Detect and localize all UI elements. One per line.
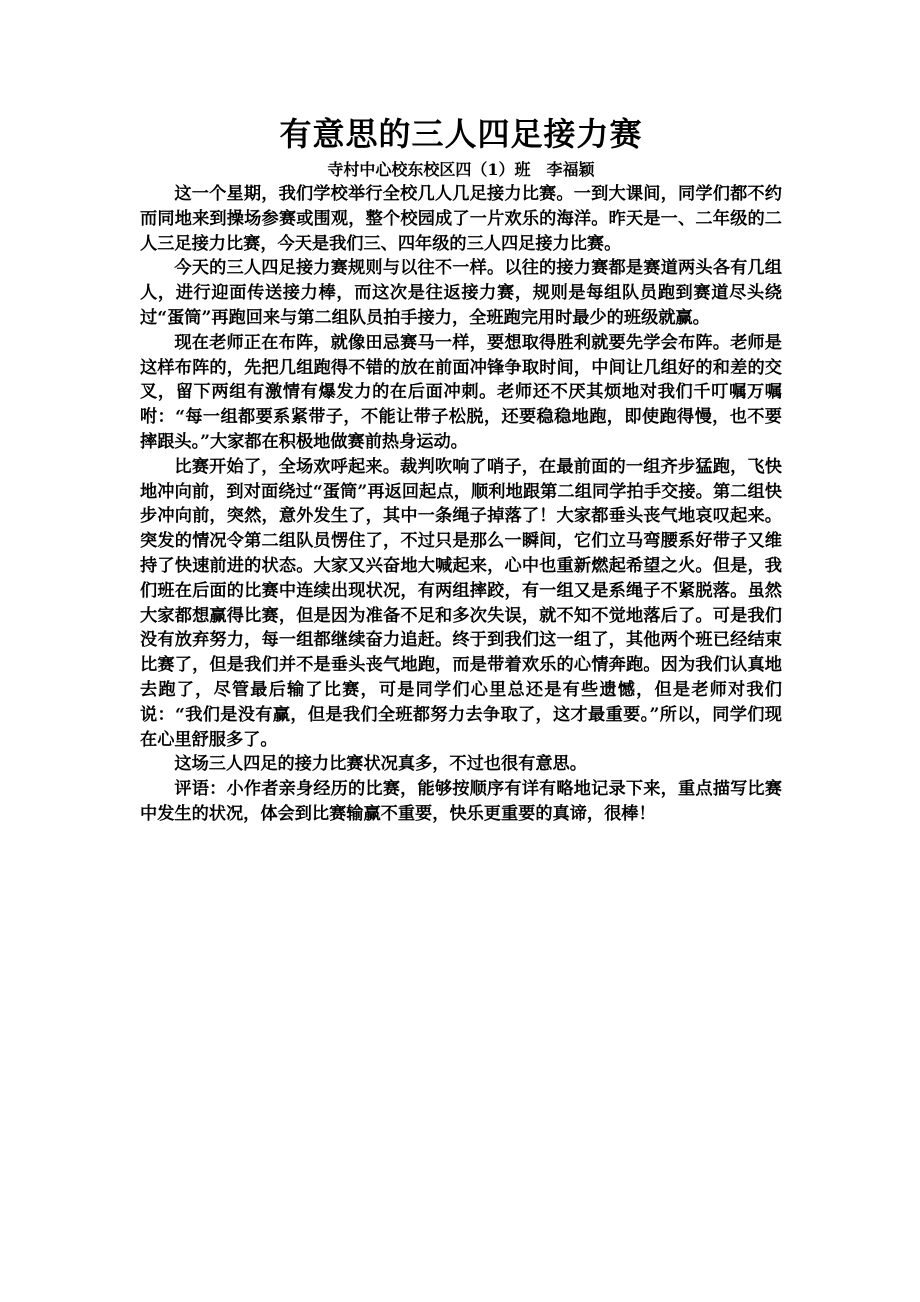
paragraph-3: 现在老师正在布阵，就像田忌赛马一样，要想取得胜利就要先学会布阵。老师是这样布阵的，先把几组跑得不错的放在前面冲锋争取时间，中间让几组好的和差的交叉，留下两组有激情有爆发力的在后面冲刺。老师还不厌其烦地对我们千叮嘱万嘱咐：“每一组都要系紧带子，不能让带子松脱，还要稳稳地跑，即使跑得慢，也不要摔跟头。”大家都在积极地做赛前热身运动。 xyxy=(140,332,782,452)
paragraph-1: 这一个星期，我们学校举行全校几人几足接力比赛。一到大课间，同学们都不约而同地来到操场参赛或围观，整个校园成了一片欢乐的海洋。昨天是一、二年级的二人三足接力比赛，今天是我们三、四年级的三人四足接力比赛。 xyxy=(140,184,782,254)
teacher-comment: 评语：小作者亲身经历的比赛，能够按顺序有详有略地记录下来，重点描写比赛中发生的状况，体会到比赛输赢不重要，快乐更重要的真谛，很棒！ xyxy=(140,779,782,824)
document-page xyxy=(140,112,782,827)
paragraph-5: 这场三人四足的接力比赛状况真多，不过也很有意思。 xyxy=(174,754,587,775)
paragraph-2: 今天的三人四足接力赛规则与以往不一样。以往的接力赛都是赛道两头各有几组人，进行迎面传送接力棒，而这次是往返接力赛，规则是每组队员跑到赛道尽头绕过“蛋筒”再跑回来与第二组队员拍手接力，全班跑完用时最少的班级就赢。 xyxy=(140,258,782,328)
paragraph-4: 比赛开始了，全场欢呼起来。裁判吹响了哨子，在最前面的一组齐步猛跑，飞快地冲向前，到对面绕过“蛋筒”再返回起点，顺利地跟第二组同学拍手交接。第二组快步冲向前，突然，意外发生了，其中一条绳子掉落了！大家都垂头丧气地哀叹起来。突发的情况令第二组队员愣住了，不过只是那么一瞬间，它们立马弯腰系好带子又维持了快速前进的状态。大家又兴奋地大喊起来，心中也重新燃起希望之火。但是，我们班在后面的比赛中连续出现状况，有两组摔跤，有一组又是系绳子不紧脱落。虽然大家都想赢得比赛，但是因为准备不足和多次失误，就不知不觉地落后了。可是我们没有放弃努力，每一组都继续奋力追赶。终于到我们这一组了，其他两个班已经结束比赛了，但是我们并不是垂头丧气地跑，而是带着欢乐的心情奔跑。因为我们认真地去跑了，尽管最后输了比赛，可是同学们心里总还是有些遗憾，但是老师对我们说：“我们是没有赢，但是我们全班都努力去争取了，这才最重要。”所以，同学们现在心里舒服多了。 xyxy=(140,456,782,750)
author-byline: 寺村中心校东校区四（1）班 李福颖 xyxy=(327,160,595,179)
document-title: 有意思的三人四足接力赛 xyxy=(279,115,643,153)
